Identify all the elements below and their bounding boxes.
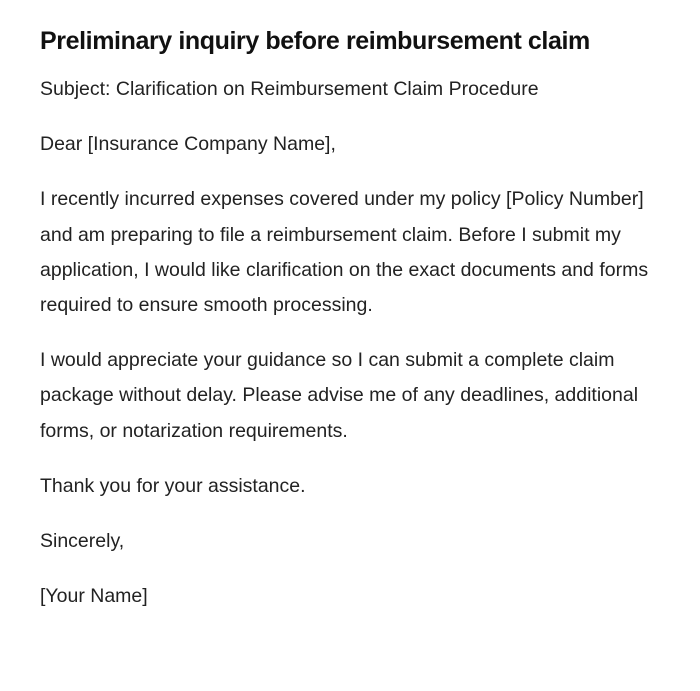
subject-line: Subject: Clarification on Reimbursement Claim Procedure (40, 78, 539, 100)
body-paragraph-2: I would appreciate your guidance so I can submit a complete claim package without delay. Please advise me of any deadlines, additional forms, or notarization requirements. (40, 349, 639, 442)
body-paragraph-1: I recently incurred expenses covered under my policy [Policy Number] and am preparing to file a reimbursement claim. Before I submit my application, I would like clarification on the exact documents and forms required to ensure smooth processing. (40, 188, 649, 317)
closing-line: Sincerely, (40, 530, 125, 553)
salutation: Dear [Insurance Company Name], (40, 133, 336, 156)
letter-body (40, 72, 660, 614)
thanks-line: Thank you for your assistance. (40, 474, 306, 497)
signature-line: [Your Name] (40, 585, 148, 608)
document-title: Preliminary inquiry before reimbursement claim (40, 27, 590, 55)
